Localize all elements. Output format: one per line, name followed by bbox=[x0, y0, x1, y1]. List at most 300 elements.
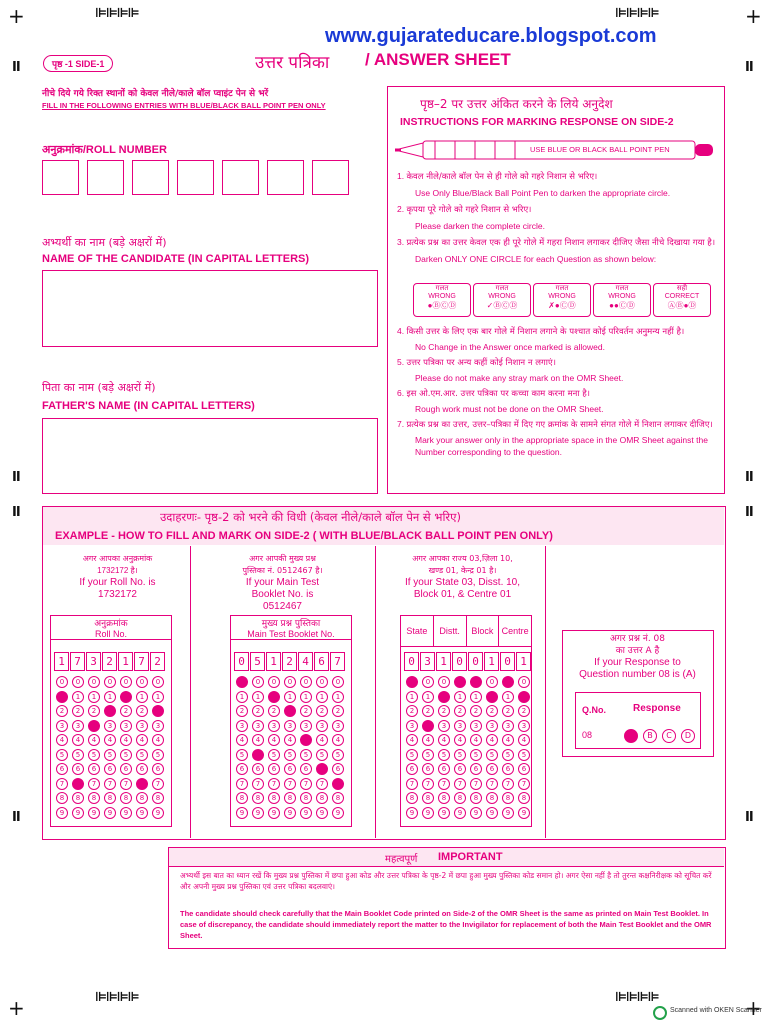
digit-bubble: 0 bbox=[136, 676, 148, 688]
digit-bubble: 3 bbox=[422, 720, 434, 732]
response-bubble-d: D bbox=[681, 729, 695, 743]
digit-bubble: 1 bbox=[502, 691, 514, 703]
digit-cell: 2 bbox=[282, 652, 297, 671]
digit-bubble: 2 bbox=[300, 705, 312, 717]
digit-bubble: 2 bbox=[518, 705, 530, 717]
column-divider bbox=[375, 546, 376, 838]
digit-bubble: 8 bbox=[252, 792, 264, 804]
digit-bubble: 4 bbox=[486, 734, 498, 746]
digit-bubble: 9 bbox=[268, 807, 280, 819]
digit-bubble: 5 bbox=[422, 749, 434, 761]
instruction-item-en: Use Only Blue/Black Ball Point Pen to darken the appropriate circle. bbox=[415, 188, 671, 198]
digit-bubble: 3 bbox=[518, 720, 530, 732]
digit-bubble: 6 bbox=[486, 763, 498, 775]
website-url: www.gujarateducare.blogspot.com bbox=[325, 25, 657, 47]
digit-cell: 2 bbox=[102, 652, 117, 671]
digit-bubble: 5 bbox=[316, 749, 328, 761]
digit-bubble: 5 bbox=[236, 749, 248, 761]
digit-bubble: 5 bbox=[406, 749, 418, 761]
digit-bubble: 1 bbox=[268, 691, 280, 703]
digit-bubble: 2 bbox=[470, 705, 482, 717]
corner-cross: + bbox=[8, 996, 24, 1020]
digit-bubble: 8 bbox=[422, 792, 434, 804]
timing-mark: II bbox=[745, 470, 753, 485]
digit-bubble: 8 bbox=[300, 792, 312, 804]
digit-bubble: 1 bbox=[88, 691, 100, 703]
digit-bubble: 3 bbox=[72, 720, 84, 732]
corner-cross: + bbox=[745, 4, 761, 28]
digit-bubble: 4 bbox=[284, 734, 296, 746]
digit-bubble: 7 bbox=[454, 778, 466, 790]
digit-bubble: 3 bbox=[284, 720, 296, 732]
digit-bubble: 3 bbox=[454, 720, 466, 732]
digit-bubble: 2 bbox=[316, 705, 328, 717]
digit-bubble: 9 bbox=[316, 807, 328, 819]
digit-bubble: 8 bbox=[152, 792, 164, 804]
instruction-item-en: No Change in the Answer once marked is allowed. bbox=[415, 342, 605, 352]
digit-bubble: 4 bbox=[502, 734, 514, 746]
digit-bubble: 7 bbox=[438, 778, 450, 790]
digit-bubble: 6 bbox=[502, 763, 514, 775]
digit-bubble: 4 bbox=[72, 734, 84, 746]
digit-bubble: 0 bbox=[332, 676, 344, 688]
digit-cell: 4 bbox=[298, 652, 313, 671]
digit-bubble: 1 bbox=[136, 691, 148, 703]
digit-bubble: 0 bbox=[236, 676, 248, 688]
digit-bubble: 9 bbox=[486, 807, 498, 819]
digit-bubble: 3 bbox=[56, 720, 68, 732]
digit-bubble: 6 bbox=[120, 763, 132, 775]
digit-bubble: 8 bbox=[56, 792, 68, 804]
digit-bubble: 9 bbox=[252, 807, 264, 819]
pen-label: USE BLUE OR BLACK BALL POINT PEN bbox=[530, 145, 670, 154]
digit-bubble: 1 bbox=[120, 691, 132, 703]
digit-bubble: 4 bbox=[332, 734, 344, 746]
digit-bubble: 7 bbox=[518, 778, 530, 790]
digit-bubble: 4 bbox=[406, 734, 418, 746]
digit-cell: 1 bbox=[516, 652, 531, 671]
digit-bubble: 0 bbox=[518, 676, 530, 688]
digit-bubble: 0 bbox=[120, 676, 132, 688]
digit-bubble: 4 bbox=[438, 734, 450, 746]
digit-bubble: 9 bbox=[406, 807, 418, 819]
digit-bubble: 8 bbox=[454, 792, 466, 804]
instructions-title-english: INSTRUCTIONS FOR MARKING RESPONSE ON SIDE-2 bbox=[400, 116, 674, 128]
digit-bubble: 1 bbox=[72, 691, 84, 703]
col1-text: अगर आपका अनुक्रमांक 1732172 है। If your Roll No. is 1732172 bbox=[79, 554, 156, 600]
digit-bubble: 2 bbox=[88, 705, 100, 717]
digit-bubble: 2 bbox=[502, 705, 514, 717]
digit-bubble: 0 bbox=[316, 676, 328, 688]
digit-bubble: 6 bbox=[406, 763, 418, 775]
digit-bubble: 6 bbox=[252, 763, 264, 775]
col3-text: अगर आपका राज्य 03,ज़िला 10, खण्ड 01, केन्द्र 01 है। If your State 03, Disst. 10, Block 01, & Centre 01 bbox=[404, 554, 521, 600]
candidate-label-english: NAME OF THE CANDIDATE (IN CAPITAL LETTERS) bbox=[42, 253, 310, 265]
column-divider bbox=[190, 546, 191, 838]
digit-bubble: 4 bbox=[104, 734, 116, 746]
timing-mark: II bbox=[745, 810, 753, 825]
digit-bubble: 5 bbox=[486, 749, 498, 761]
digit-bubble: 1 bbox=[284, 691, 296, 703]
digit-cell: 1 bbox=[436, 652, 451, 671]
instruction-item: 5. उत्तर पत्रिका पर अन्य कहीं कोई निशान न लगाएं। bbox=[397, 357, 556, 368]
digit-bubble: 2 bbox=[268, 705, 280, 717]
digit-bubble: 2 bbox=[332, 705, 344, 717]
digit-bubble: 4 bbox=[236, 734, 248, 746]
digit-bubble: 1 bbox=[486, 691, 498, 703]
digit-bubble: 3 bbox=[104, 720, 116, 732]
important-title-english: IMPORTANT bbox=[438, 851, 503, 863]
digit-bubble: 8 bbox=[406, 792, 418, 804]
timing-mark: II bbox=[12, 505, 20, 520]
digit-bubble: 3 bbox=[268, 720, 280, 732]
digit-bubble: 9 bbox=[332, 807, 344, 819]
digit-bubble: 6 bbox=[316, 763, 328, 775]
digit-bubble: 6 bbox=[422, 763, 434, 775]
digit-bubble: 5 bbox=[284, 749, 296, 761]
digit-bubble: 1 bbox=[438, 691, 450, 703]
digit-bubble: 8 bbox=[502, 792, 514, 804]
instruction-item: 3. प्रत्येक प्रश्न का उत्तर केवल एक ही पूरे गोले में गहरा निशान लगाकर दीजिए जैसा नीचे दिखाया गया है। bbox=[397, 237, 716, 248]
digit-bubble: 4 bbox=[316, 734, 328, 746]
col2-text: अगर आपकी मुख्य प्रश्न पुस्तिका नं. 0512467 है। If your Main Test Booklet No. is 0512467 bbox=[242, 554, 323, 612]
digit-bubble: 7 bbox=[120, 778, 132, 790]
digit-bubble: 6 bbox=[332, 763, 344, 775]
digit-bubble: 0 bbox=[104, 676, 116, 688]
digit-bubble: 5 bbox=[152, 749, 164, 761]
digit-bubble: 2 bbox=[152, 705, 164, 717]
instruction-item-en: Please do not make any stray mark on the OMR Sheet. bbox=[415, 373, 624, 383]
digit-bubble: 5 bbox=[454, 749, 466, 761]
candidate-name-field[interactable] bbox=[42, 270, 378, 347]
digit-bubble: 7 bbox=[284, 778, 296, 790]
timing-mark: ⊫⊫⊫⊫ bbox=[95, 990, 139, 1005]
digit-cell: 1 bbox=[54, 652, 69, 671]
digit-bubble: 9 bbox=[136, 807, 148, 819]
digit-bubble: 6 bbox=[72, 763, 84, 775]
important-hindi: अभ्यर्थी इस बात का ध्यान रखें कि मुख्य प्रश्न पुस्तिका में छपा हुआ कोड और उत्तर पत्रिका के पृष्ठ-2 में छपा हुआ मुख्य पुस्तिका कोड समान हो। अगर ऐसा नहीं है तो तुरन्त कक्षनिरीक्षक को सूचित करें और अपनी मुख्य प्रश्न पुस्तिका एवं उत्तर पत्रिका बदलवाएं। bbox=[180, 871, 712, 891]
column-divider bbox=[545, 546, 546, 838]
digit-bubble: 5 bbox=[268, 749, 280, 761]
scanner-icon bbox=[653, 1006, 667, 1020]
digit-bubble: 9 bbox=[236, 807, 248, 819]
digit-bubble: 0 bbox=[152, 676, 164, 688]
digit-bubble: 2 bbox=[284, 705, 296, 717]
digit-bubble: 2 bbox=[252, 705, 264, 717]
digit-bubble: 8 bbox=[120, 792, 132, 804]
digit-bubble: 2 bbox=[136, 705, 148, 717]
digit-bubble: 5 bbox=[502, 749, 514, 761]
digit-bubble: 4 bbox=[88, 734, 100, 746]
digit-bubble: 9 bbox=[284, 807, 296, 819]
digit-bubble: 4 bbox=[470, 734, 482, 746]
timing-mark: ⊫⊫⊫⊫ bbox=[615, 6, 659, 21]
digit-bubble: 1 bbox=[56, 691, 68, 703]
digit-bubble: 7 bbox=[268, 778, 280, 790]
corner-cross: + bbox=[8, 4, 24, 28]
qno-value: 08 bbox=[582, 730, 593, 740]
digit-bubble: 5 bbox=[300, 749, 312, 761]
digit-bubble: 5 bbox=[518, 749, 530, 761]
title-english: / ANSWER SHEET bbox=[365, 50, 511, 69]
digit-bubble: 9 bbox=[300, 807, 312, 819]
digit-bubble: 7 bbox=[136, 778, 148, 790]
instruction-list-2 bbox=[397, 325, 717, 458]
digit-cell: 7 bbox=[330, 652, 345, 671]
digit-bubble: 0 bbox=[486, 676, 498, 688]
digit-bubble: 0 bbox=[470, 676, 482, 688]
digit-bubble: 3 bbox=[470, 720, 482, 732]
digit-bubble: 1 bbox=[300, 691, 312, 703]
title-hindi: उत्तर पत्रिका bbox=[255, 53, 330, 73]
instruction-item: 6. इस ओ.एम.आर. उत्तर पत्रिका पर कच्चा काम करना मना है। bbox=[397, 388, 591, 399]
digit-bubble: 9 bbox=[470, 807, 482, 819]
timing-mark: ⊫⊫⊫⊫ bbox=[95, 6, 139, 21]
father-name-field[interactable] bbox=[42, 418, 378, 494]
digit-bubble: 6 bbox=[56, 763, 68, 775]
digit-bubble: 0 bbox=[56, 676, 68, 688]
digit-bubble: 3 bbox=[152, 720, 164, 732]
digit-bubble: 2 bbox=[438, 705, 450, 717]
digit-bubble: 9 bbox=[502, 807, 514, 819]
digit-bubble: 8 bbox=[332, 792, 344, 804]
digit-bubble: 6 bbox=[518, 763, 530, 775]
digit-bubble: 7 bbox=[502, 778, 514, 790]
important-english: The candidate should check carefully that the Main Booklet Code printed on Side-2 of the OMR Sheet is the same as printed on Main Test Booklet. In case of discrepancy, the candidate should immediately report the matter to the Invigilator for replacement of both the Main Test Booklet and the OMR Sheet. bbox=[180, 909, 712, 940]
digit-bubble: 3 bbox=[316, 720, 328, 732]
digit-bubble: 1 bbox=[236, 691, 248, 703]
digit-bubble: 3 bbox=[136, 720, 148, 732]
timing-mark: II bbox=[745, 60, 753, 75]
digit-bubble: 8 bbox=[72, 792, 84, 804]
digit-bubble: 4 bbox=[454, 734, 466, 746]
corner-cross: + bbox=[745, 996, 761, 1020]
digit-bubble: 9 bbox=[72, 807, 84, 819]
digit-bubble: 0 bbox=[284, 676, 296, 688]
instruction-item-en: Darken ONLY ONE CIRCLE for each Question as shown below: bbox=[415, 254, 657, 264]
digit-bubble: 9 bbox=[454, 807, 466, 819]
digit-bubble: 7 bbox=[406, 778, 418, 790]
digit-bubble: 6 bbox=[438, 763, 450, 775]
digit-bubble: 3 bbox=[120, 720, 132, 732]
digit-bubble: 4 bbox=[300, 734, 312, 746]
digit-bubble: 9 bbox=[438, 807, 450, 819]
digit-bubble: 9 bbox=[104, 807, 116, 819]
timing-mark: II bbox=[12, 470, 20, 485]
digit-bubble: 4 bbox=[518, 734, 530, 746]
digit-bubble: 5 bbox=[104, 749, 116, 761]
digit-bubble: 3 bbox=[406, 720, 418, 732]
col4-text: अगर प्रश्न नं. 08 का उत्तर A है If your Response to Question number 08 is (A) bbox=[579, 634, 696, 680]
digit-bubble: 5 bbox=[136, 749, 148, 761]
digit-bubble: 7 bbox=[316, 778, 328, 790]
timing-mark: II bbox=[12, 60, 20, 75]
digit-bubble: 8 bbox=[284, 792, 296, 804]
digit-bubble: 5 bbox=[120, 749, 132, 761]
digit-bubble: 1 bbox=[252, 691, 264, 703]
digit-cell: 1 bbox=[118, 652, 133, 671]
digit-bubble: 4 bbox=[120, 734, 132, 746]
scanner-note: Scanned with OKEN Scanner bbox=[670, 1007, 762, 1014]
timing-mark: ⊫⊫⊫⊫ bbox=[615, 990, 659, 1005]
digit-bubble: 5 bbox=[332, 749, 344, 761]
digit-bubble: 8 bbox=[470, 792, 482, 804]
digit-bubble: 3 bbox=[438, 720, 450, 732]
digit-bubble: 6 bbox=[284, 763, 296, 775]
digit-bubble: 7 bbox=[422, 778, 434, 790]
digit-cell: 2 bbox=[150, 652, 165, 671]
response-bubble-c: C bbox=[662, 729, 676, 743]
intro-english: FILL IN THE FOLLOWING ENTRIES WITH BLUE/BLACK BALL POINT PEN ONLY bbox=[42, 101, 326, 110]
roll-label: अनुक्रमांक/ROLL NUMBER bbox=[42, 144, 167, 156]
digit-bubble: 2 bbox=[120, 705, 132, 717]
digit-bubble: 5 bbox=[470, 749, 482, 761]
digit-bubble: 1 bbox=[518, 691, 530, 703]
digit-bubble: 2 bbox=[454, 705, 466, 717]
digit-bubble: 3 bbox=[502, 720, 514, 732]
roll-boxes[interactable] bbox=[42, 160, 362, 196]
candidate-label-hindi: अभ्यर्थी का नाम (बड़े अक्षरों में) bbox=[42, 236, 167, 249]
digit-cell: 7 bbox=[70, 652, 85, 671]
digit-bubble: 7 bbox=[104, 778, 116, 790]
digit-cell: 0 bbox=[404, 652, 419, 671]
digit-bubble: 0 bbox=[268, 676, 280, 688]
digit-bubble: 6 bbox=[470, 763, 482, 775]
digit-bubble: 2 bbox=[486, 705, 498, 717]
example-title-hindi: उदाहरणः- पृष्ठ-2 को भरने की विधी (केवल नीले/काले बॉल पेन से भरिए) bbox=[160, 510, 461, 524]
qno-label: Q.No. bbox=[582, 705, 606, 715]
digit-bubble: 4 bbox=[268, 734, 280, 746]
digit-bubble: 1 bbox=[422, 691, 434, 703]
digit-bubble: 3 bbox=[252, 720, 264, 732]
response-bubble-a bbox=[624, 729, 638, 743]
digit-bubble: 5 bbox=[56, 749, 68, 761]
example-title-english: EXAMPLE - HOW TO FILL AND MARK ON SIDE-2 ( WITH BLUE/BLACK BALL POINT PEN ONLY) bbox=[55, 530, 553, 542]
booklet-grid: मुख्य प्रश्न पुस्तिका Main Test Booklet No. bbox=[230, 615, 352, 827]
digit-bubble: 6 bbox=[104, 763, 116, 775]
digit-bubble: 8 bbox=[438, 792, 450, 804]
digit-cell: 0 bbox=[452, 652, 467, 671]
digit-bubble: 7 bbox=[236, 778, 248, 790]
digit-bubble: 9 bbox=[56, 807, 68, 819]
state-grid: State Distt. Block Centre bbox=[400, 615, 532, 827]
example-bubbles-row: गलत WRONG ●ⒷⒸⒹ गलत WRONG ✓ⒷⒸⒹ गलत WRONG ✗●ⒸⒹ गलत WRONG ●●ⒸⒹ सही CORRECT ⒶⒷ●Ⓓ bbox=[413, 283, 713, 319]
digit-cell: 0 bbox=[234, 652, 249, 671]
digit-cell: 6 bbox=[314, 652, 329, 671]
instruction-item: 7. प्रत्येक प्रश्न का उत्तर, उत्तर–पत्रिका में दिए गए क्रमांक के सामने संगत गोले में निशान लगाकर दीजिए। bbox=[397, 419, 713, 430]
digit-bubble: 5 bbox=[438, 749, 450, 761]
digit-bubble: 8 bbox=[486, 792, 498, 804]
digit-bubble: 5 bbox=[72, 749, 84, 761]
digit-bubble: 8 bbox=[104, 792, 116, 804]
digit-bubble: 0 bbox=[502, 676, 514, 688]
digit-bubble: 1 bbox=[332, 691, 344, 703]
digit-bubble: 2 bbox=[406, 705, 418, 717]
instruction-item-en: Rough work must not be done on the OMR Sheet. bbox=[415, 404, 604, 414]
instruction-item-en: Please darken the complete circle. bbox=[415, 221, 545, 231]
digit-bubble: 1 bbox=[470, 691, 482, 703]
digit-bubble: 2 bbox=[56, 705, 68, 717]
digit-cell: 5 bbox=[250, 652, 265, 671]
digit-bubble: 5 bbox=[88, 749, 100, 761]
digit-bubble: 2 bbox=[236, 705, 248, 717]
digit-bubble: 3 bbox=[88, 720, 100, 732]
digit-bubble: 7 bbox=[72, 778, 84, 790]
digit-bubble: 6 bbox=[136, 763, 148, 775]
digit-bubble: 8 bbox=[136, 792, 148, 804]
digit-bubble: 3 bbox=[332, 720, 344, 732]
digit-bubble: 7 bbox=[56, 778, 68, 790]
digit-bubble: 1 bbox=[316, 691, 328, 703]
digit-bubble: 7 bbox=[152, 778, 164, 790]
instruction-list bbox=[397, 170, 717, 265]
father-label-english: FATHER'S NAME (IN CAPITAL LETTERS) bbox=[42, 400, 255, 412]
digit-bubble: 8 bbox=[236, 792, 248, 804]
digit-bubble: 6 bbox=[152, 763, 164, 775]
digit-bubble: 6 bbox=[88, 763, 100, 775]
response-label: Response bbox=[633, 703, 681, 714]
digit-bubble: 7 bbox=[486, 778, 498, 790]
digit-bubble: 5 bbox=[252, 749, 264, 761]
digit-bubble: 7 bbox=[300, 778, 312, 790]
digit-cell: 0 bbox=[468, 652, 483, 671]
digit-bubble: 2 bbox=[72, 705, 84, 717]
important-title-hindi: महत्वपूर्ण bbox=[385, 854, 418, 865]
digit-cell: 1 bbox=[266, 652, 281, 671]
digit-bubble: 4 bbox=[422, 734, 434, 746]
digit-bubble: 7 bbox=[252, 778, 264, 790]
timing-mark: II bbox=[12, 810, 20, 825]
digit-bubble: 4 bbox=[152, 734, 164, 746]
digit-bubble: 9 bbox=[422, 807, 434, 819]
digit-bubble: 0 bbox=[72, 676, 84, 688]
instruction-item: 4. किसी उत्तर के लिए एक बार गोले में निशान लगाने के पश्चात कोई परिवर्तन अनुमन्य नहीं है। bbox=[397, 326, 685, 337]
digit-bubble: 6 bbox=[236, 763, 248, 775]
digit-bubble: 1 bbox=[104, 691, 116, 703]
instruction-item-en: Mark your answer only in the appropriate space in the OMR Sheet against the Number corresponding to the question. bbox=[415, 435, 708, 457]
digit-bubble: 0 bbox=[252, 676, 264, 688]
digit-bubble: 7 bbox=[332, 778, 344, 790]
digit-bubble: 1 bbox=[152, 691, 164, 703]
digit-bubble: 1 bbox=[406, 691, 418, 703]
digit-bubble: 8 bbox=[268, 792, 280, 804]
digit-bubble: 2 bbox=[422, 705, 434, 717]
digit-bubble: 0 bbox=[438, 676, 450, 688]
timing-mark: II bbox=[745, 505, 753, 520]
digit-cell: 3 bbox=[420, 652, 435, 671]
digit-bubble: 2 bbox=[104, 705, 116, 717]
father-label-hindi: पिता का नाम (बड़े अक्षरों में) bbox=[42, 381, 156, 394]
digit-bubble: 3 bbox=[300, 720, 312, 732]
digit-bubble: 9 bbox=[88, 807, 100, 819]
digit-bubble: 6 bbox=[300, 763, 312, 775]
digit-bubble: 9 bbox=[120, 807, 132, 819]
digit-bubble: 7 bbox=[470, 778, 482, 790]
digit-bubble: 1 bbox=[454, 691, 466, 703]
digit-bubble: 3 bbox=[486, 720, 498, 732]
digit-bubble: 4 bbox=[136, 734, 148, 746]
digit-bubble: 7 bbox=[88, 778, 100, 790]
roll-grid: अनुक्रमांक Roll No. bbox=[50, 615, 172, 827]
digit-bubble: 0 bbox=[454, 676, 466, 688]
digit-bubble: 9 bbox=[518, 807, 530, 819]
instruction-item: 1. केवल नीले/काले बॉल पेन से ही गोले को गहरे निशान से भरिए। bbox=[397, 171, 598, 182]
digit-bubble: 8 bbox=[88, 792, 100, 804]
digit-bubble: 0 bbox=[422, 676, 434, 688]
digit-bubble: 0 bbox=[300, 676, 312, 688]
digit-bubble: 8 bbox=[316, 792, 328, 804]
intro-hindi: नीचे दिये गये रिक्त स्थानों को केवल नीले/काले बॉल प्वाइंट पेन से भरें bbox=[42, 89, 269, 99]
